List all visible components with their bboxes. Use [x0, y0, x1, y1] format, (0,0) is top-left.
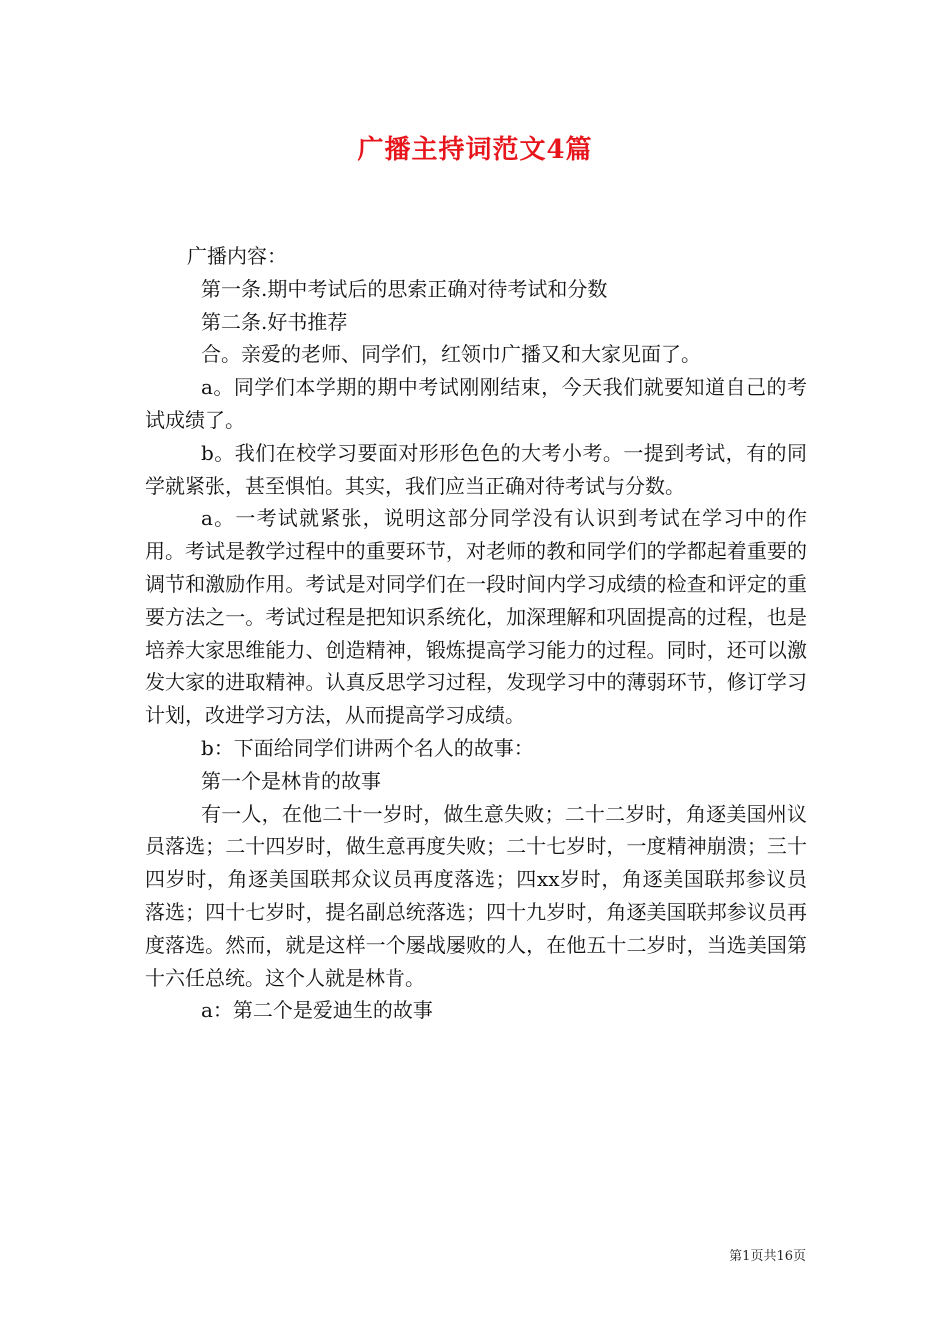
paragraph-item-two: 第二条.好书推荐: [201, 309, 348, 334]
paragraph-subheading: a：第二个是爱迪生的故事: [201, 998, 433, 1023]
paragraph: 有一人，在他二十一岁时，做生意失败；二十二岁时，角逐美国州议员落选；二十四岁时，做生意再度失败；二十七岁时，一度精神崩溃；三十四岁时，角逐美国联邦众议员再度落选；四xx岁时，角逐美国联邦参议员落选；四十七岁时，提名副总统落选；四十九岁时，角逐美国联邦参议员再度落选。然而，就是这样一个屡战屡败的人，在他五十二岁时，当选美国第十六任总统。这个人就是林肯。: [145, 801, 807, 990]
paragraph: b。我们在校学习要面对形形色色的大考小考。一提到考试，有的同学就紧张，甚至惧怕。其实，我们应当正确对待考试与分数。: [145, 440, 807, 498]
paragraph: a。一考试就紧张，说明这部分同学没有认识到考试在学习中的作用。考试是教学过程中的重要环节，对老师的教和同学们的学都起着重要的调节和激励作用。考试是对同学们在一段时间内学习成绩的检查和评定的重要方法之一。考试过程是把知识系统化，加深理解和巩固提高的过程，也是培养大家思维能力、创造精神，锻炼提高学习能力的过程。同时，还可以激发大家的进取精神。认真反思学习过程，发现学习中的薄弱环节，修订学习计划，改进学习方法，从而提高学习成绩。: [145, 506, 807, 728]
paragraph-item-one: 第一条.期中考试后的思索正确对待考试和分数: [201, 276, 608, 301]
paragraph: a。同学们本学期的期中考试刚刚结束，今天我们就要知道自己的考试成绩了。: [145, 375, 807, 432]
page-number: 第1页共16页: [729, 1249, 806, 1264]
paragraph-broadcast-content: 广播内容：: [187, 244, 287, 268]
paragraph-subheading: 第一个是林肯的故事: [201, 768, 381, 793]
paragraph: b：下面给同学们讲两个名人的故事：: [201, 735, 534, 760]
document-title: 广播主持词范文4篇: [357, 135, 593, 165]
document-body: [145, 240, 807, 1027]
paragraph-greeting: 合。亲爱的老师、同学们，红领巾广播又和大家见面了。: [201, 342, 701, 367]
